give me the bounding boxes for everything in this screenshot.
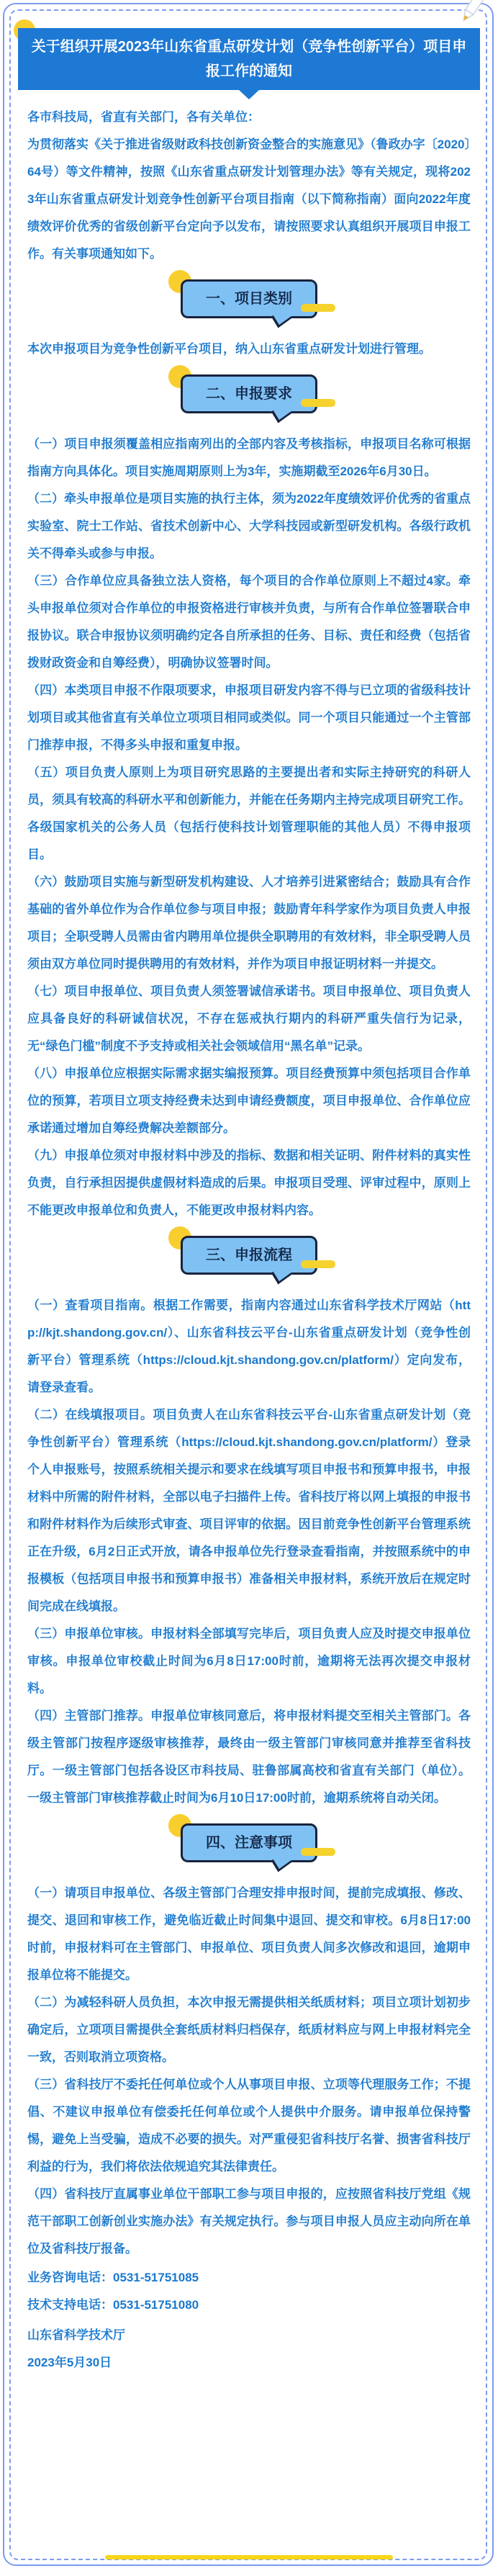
section-heading-label: 一、项目类别 (206, 291, 292, 307)
paragraph: （九）申报单位须对申报材料中涉及的指标、数据和相关证明、附件材料的真实性负责，自行承担因提供虚假材料造成的后果。申报项目受理、评审过程中，原则上不能更改申报单位和负责人，不能更改申报材料内容。 (27, 1149, 471, 1217)
contact-info (27, 2264, 471, 2319)
bottom-yellow-bar (105, 2555, 393, 2559)
yellow-pill-icon (301, 399, 335, 407)
notice-header (18, 28, 480, 99)
yellow-pill-icon (301, 304, 335, 312)
section-heading (181, 279, 317, 318)
notice-content (0, 28, 498, 2377)
paragraph: （七）项目申报单位、项目负责人须签署诚信承诺书。项目申报单位、项目负责人应具备良好的科研诚信状况，不存在惩戒执行期内的科研严重失信行为记录，无“绿色门槛”制度不予支持或相关社会领域信用“黑名单”记录。 (27, 984, 471, 1053)
section-heading (181, 374, 317, 413)
paragraph: （八）申报单位应根据实际需求据实编报预算。项目经费预算中须包括项目合作单位的预算，若项目立项支持经费未达到申请经费额度，项目申报单位、合作单位应承诺通过增加自筹经费解决差额部分。 (27, 1067, 471, 1135)
footer-agency: 山东省科学技术厅 (27, 2328, 125, 2342)
paragraph: （四）本类项目申报不作限项要求，申报项目研发内容不得与已立项的省级科技计划项目或其他省直有关单位立项项目相同或类似。同一个项目只能通过一个主管部门推荐申报，不得多头申报和重复申报。 (27, 683, 471, 752)
paragraph: （一）请项目申报单位、各级主管部门合理安排申报时间，提前完成填报、修改、提交、退回和审核工作，避免临近截止时间集中退回、提交和审校。6月8日17:00时前，申报材料可在主管部门、申报单位、项目负责人间多次修改和退回，逾期申报单位将不能提交。 (27, 1886, 471, 1982)
salutation: 各市科技局，省直有关部门，各有关单位： (27, 110, 260, 124)
section-application-process (27, 1236, 471, 1812)
section-notes (27, 1823, 471, 2263)
section-heading (181, 1236, 317, 1275)
bubble-tail-icon (271, 402, 292, 423)
paragraph: （六）鼓励项目实施与新型研发机构建设、人才培养引进紧密结合；鼓励具有合作基础的省外单位作为合作单位参与项目申报；鼓励青年科学家作为项目负责人申报项目；全职受聘人员需由省内聘用单位提供全职聘用的有效材料，非全职受聘人员须由双方单位同时提供聘用的有效材料，并作为项目申报证明材料一并提交。 (27, 875, 471, 971)
contact-technical-phone: 技术支持电话：0531-51751080 (27, 2298, 199, 2312)
paragraph: （二）牵头申报单位是项目实施的执行主体，须为2022年度绩效评价优秀的省重点实验室、院士工作站、省技术创新中心、大学科技园或新型研发机构。各级行政机关不得牵头或参与申报。 (27, 492, 471, 560)
paragraph: （一）查看项目指南。根据工作需要，指南内容通过山东省科学技术厅网站（http://kjt.shandong.gov.cn/）、山东省科技云平台-山东省重点研发计划（竞争性创新平台）管理系统（https://cloud.kjt.shandong.gov.cn/platform/）定向发布，请登录查看。 (27, 1298, 471, 1394)
intro-paragraph: 为贯彻落实《关于推进省级财政科技创新资金整合的实施意见》（鲁政办字〔2020〕64号）等文件精神，按照《山东省重点研发计划管理办法》等有关规定，现将2023年山东省重点研发计划竞争性创新平台项目指南（以下简称指南）面向2022年度绩效评价优秀的省级创新平台定向予以发布，请按照要求认真组织开展项目申报工作。有关事项通知如下。 (27, 138, 471, 261)
section-heading-bubble (181, 374, 317, 413)
section-heading-label: 四、注意事项 (206, 1835, 292, 1851)
contact-business-phone: 业务咨询电话：0531-51751085 (27, 2271, 199, 2284)
section-heading-label: 二、申报要求 (206, 386, 292, 402)
notice-title: 关于组织开展2023年山东省重点研发计划（竞争性创新平台）项目申报工作的通知 (31, 39, 467, 79)
paragraph: （二）为减轻科研人员负担，本次申报无需提供相关纸质材料；项目立项计划初步确定后，立项项目需提供全套纸质材料归档保存，纸质材料应与网上申报材料完全一致，否则取消立项资格。 (27, 1996, 471, 2064)
footer-date: 2023年5月30日 (27, 2356, 112, 2369)
paragraph: （四）主管部门推荐。申报单位审核同意后，将申报材料提交至相关主管部门。各级主管部门按程序逐级审核推荐，最终由一级主管部门审核同意并推荐至省科技厅。一级主管部门包括各设区市科技局、驻鲁部属高校和省直有关部门（单位）。一级主管部门审核推荐截止时间为6月10日17:00时前，逾期系统将自动关闭。 (27, 1709, 471, 1805)
yellow-pill-icon (301, 1260, 335, 1268)
bubble-tail-icon (271, 1851, 292, 1872)
section-heading-bubble (181, 1236, 317, 1275)
yellow-pill-icon (301, 1848, 335, 1856)
section-project-category (27, 279, 471, 363)
bubble-tail-icon (271, 307, 292, 328)
banner-pointer-icon (239, 90, 259, 99)
bubble-tail-icon (271, 1263, 292, 1285)
pencil-icon (455, 0, 489, 31)
section-application-requirements (27, 374, 471, 1224)
notice-title-banner (18, 28, 480, 90)
notice-footer (27, 2322, 471, 2377)
section-heading-bubble (181, 1823, 317, 1862)
section-heading-bubble (181, 279, 317, 318)
paragraph: （四）省科技厅直属事业单位干部职工参与项目申报的，应按照省科技厅党组《规范干部职工创新创业实施办法》有关规定执行。参与项目申报人员应主动向所在单位及省科技厅报备。 (27, 2187, 471, 2256)
paragraph: （三）省科技厅不委托任何单位或个人从事项目申报、立项等代理服务工作；不提倡、不建议申报单位有偿委托任何单位或个人提供中介服务。请申报单位保持警惕，避免上当受骗，造成不必要的损失。对严重侵犯省科技厅名誉、损害省科技厅利益的行为，我们将依法依规追究其法律责任。 (27, 2078, 471, 2173)
paragraph: 本次申报项目为竞争性创新平台项目，纳入山东省重点研发计划进行管理。 (27, 342, 431, 356)
paragraph: （三）申报单位审核。申报材料全部填写完毕后，项目负责人应及时提交申报单位审核。申报单位审校截止时间为6月8日17:00时前，逾期将无法再次提交申报材料。 (27, 1627, 471, 1695)
paragraph: （一）项目申报须覆盖相应指南列出的全部内容及考核指标，申报项目名称可根据指南方向具体化。项目实施周期原则上为3年，实施期截至2026年6月30日。 (27, 437, 471, 478)
section-heading-label: 三、申报流程 (206, 1247, 292, 1263)
paragraph: （三）合作单位应具备独立法人资格，每个项目的合作单位原则上不超过4家。牵头申报单位须对合作单位的申报资格进行审核并负责，与所有合作单位签署联合申报协议。联合申报协议须明确约定各自所承担的任务、目标、责任和经费（包括省拨财政资金和自筹经费），明确协议签署时间。 (27, 574, 471, 670)
paragraph: （五）项目负责人原则上为项目研究思路的主要提出者和实际主持研究的科研人员，须具有较高的科研水平和创新能力，并能在任务期内主持完成项目研究工作。各级国家机关的公务人员（包括行使科技计划管理职能的其他人员）不得申报项目。 (27, 766, 471, 861)
paragraph: （二）在线填报项目。项目负责人在山东省科技云平台-山东省重点研发计划（竞争性创新平台）管理系统（https://cloud.kjt.shandong.gov.cn/platform/）登录个人申报账号，按照系统相关提示和要求在线填写项目申报书和预算申报书，申报材料中所需的附件材料，全部以电子扫描件上传。省科技厅将以网上填报的申报书和附件材料作为后续形式审查、项目评审的依据。因目前竞争性创新平台管理系统正在升级，6月2日正式开放，请各申报单位先行登录查看指南，并按照系统中的申报模板（包括项目申报书和预算申报书）准备相关申报材料，系统开放后在规定时间完成在线填报。 (27, 1408, 471, 1613)
section-heading (181, 1823, 317, 1862)
